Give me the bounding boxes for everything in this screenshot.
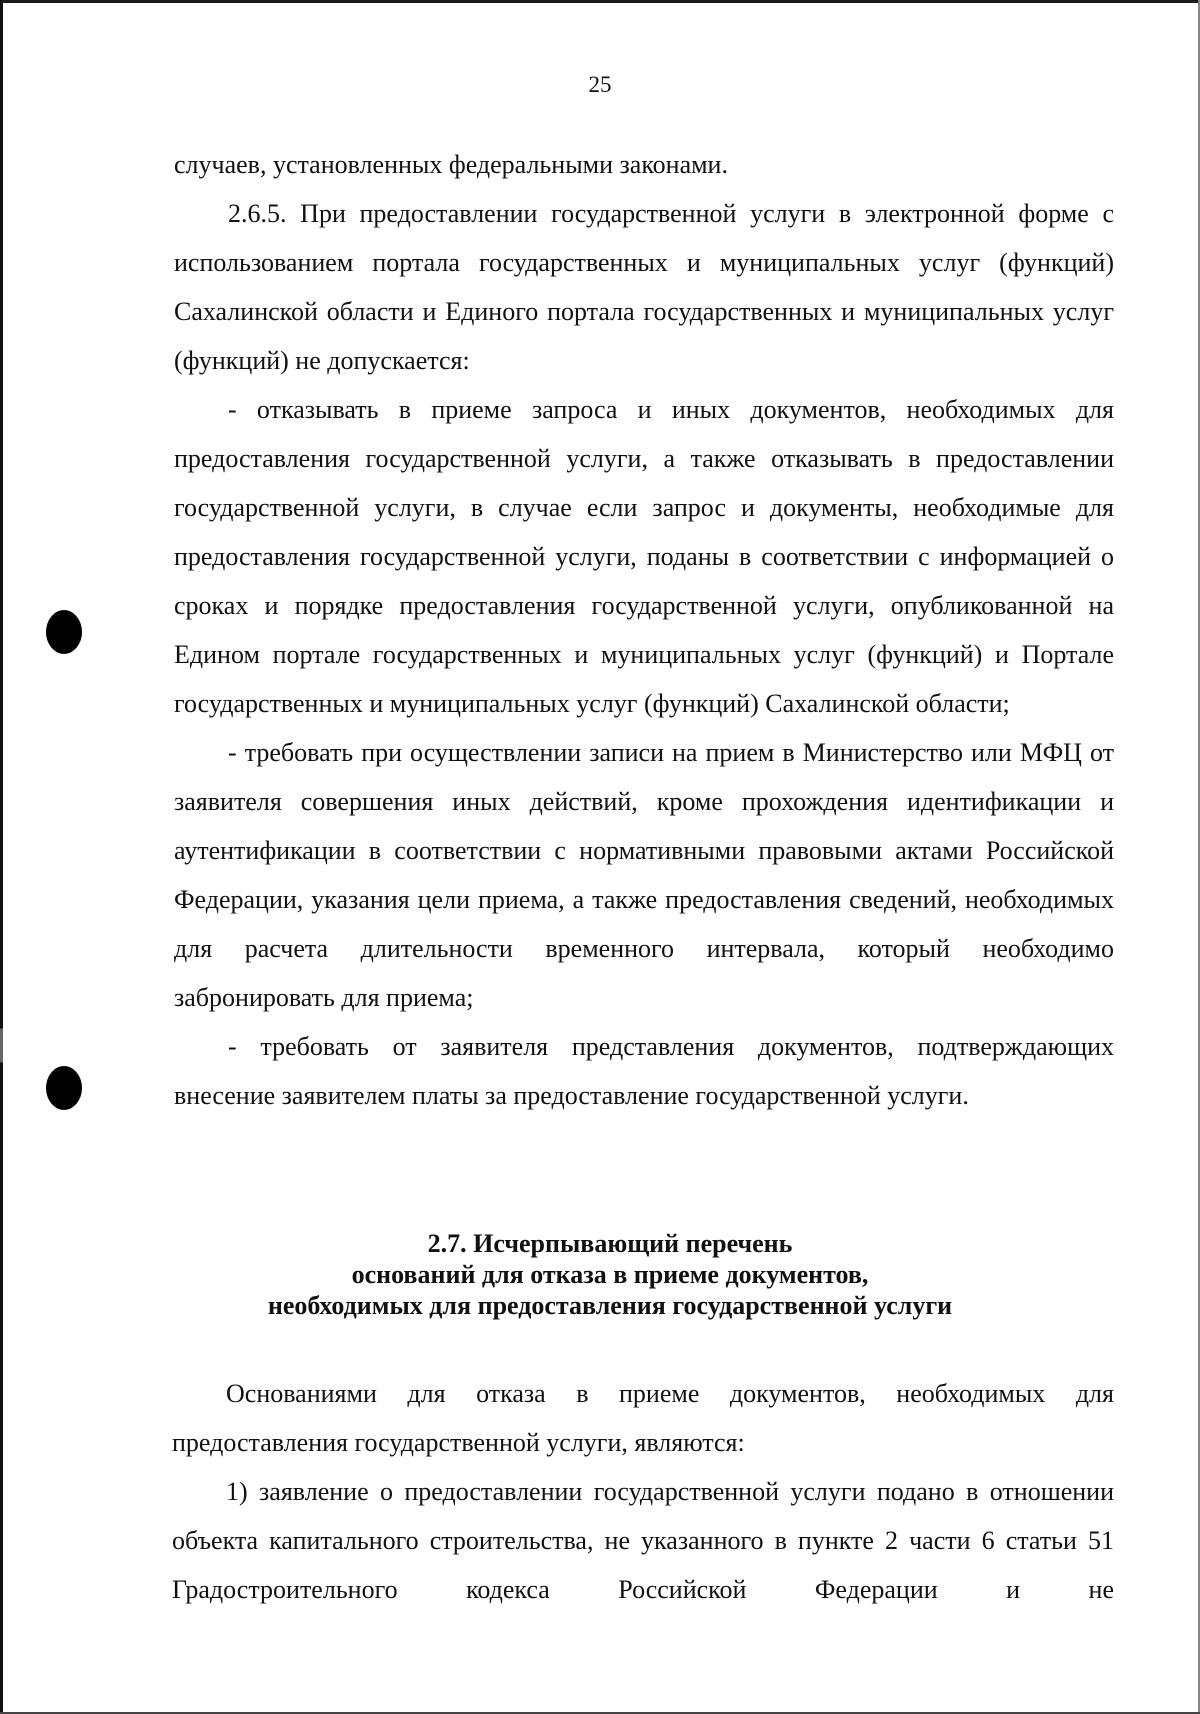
heading-line: 2.7. Исчерпывающий перечень (427, 1229, 793, 1258)
paragraph-ground-1: 1) заявление о предоставлении государственной услуги подано в отношении объекта капитального строительства, не указанного в пункте 2 части 6 статьи 51 Градостроительного кодекса Российской Федерации и не (172, 1477, 1114, 1604)
paragraph-2-6-5: 2.6.5. При предоставлении государственной услуги в электронной форме с использованием портала государственных и муниципальных услуг (функций) Сахалинской области и Единого портала государственных и муниципальных услуг (функций) не допускается: (174, 199, 1114, 375)
page-number: 25 (588, 72, 612, 97)
scan-border-top (0, 0, 1200, 3)
punch-hole-mark (46, 1066, 82, 1110)
heading-line: оснований для отказа в приеме документов, (351, 1260, 869, 1289)
paragraph-grounds-intro: Основаниями для отказа в приеме документов, необходимых для предоставления государственной услуги, являются: (172, 1379, 1114, 1457)
body-text-top (174, 140, 1114, 1120)
paragraph-continuation: случаев, установленных федеральными законами. (174, 150, 728, 179)
punch-hole-mark (46, 610, 82, 654)
paragraph-bullet-refuse: - отказывать в приеме запроса и иных документов, необходимых для предоставления государственной услуги, а также отказывать в предоставлении государственной услуги, в случае если запрос и документы, необходимые для предоставления государственной услуги, поданы в соответствии с информацией о сроках и порядке предоставления государственной услуги, опубликованной на Едином портале государственных и муниципальных услуг (функций) и Портале государственных и муниципальных услуг (функций) Сахалинской области; (174, 395, 1114, 718)
paragraph-bullet-appointment: - требовать при осуществлении записи на прием в Министерство или МФЦ от заявителя совершения иных действий, кроме прохождения идентификации и аутентификации в соответствии с нормативными правовыми актами Российской Федерации, указания цели приема, а также предоставления сведений, необходимых для расчета длительности временного интервала, который необходимо забронировать для приема; (174, 738, 1114, 1012)
paragraph-bullet-payment: - требовать от заявителя представления документов, подтверждающих внесение заявителем платы за предоставление государственной услуги. (174, 1032, 1114, 1110)
heading-line: необходимых для предоставления государственной услуги (267, 1291, 953, 1320)
scan-border-left (0, 0, 3, 1714)
section-heading-2-7 (60, 1228, 1160, 1321)
body-text-bottom (172, 1369, 1114, 1614)
